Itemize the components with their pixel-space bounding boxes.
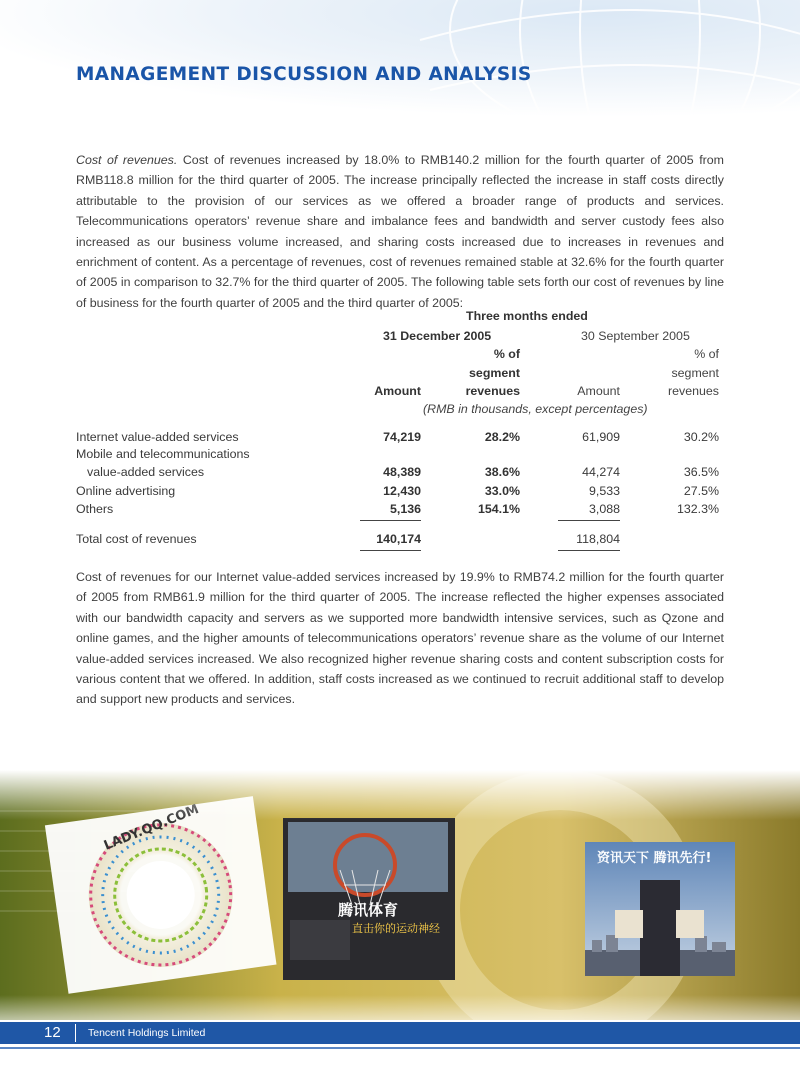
row-label-advertising: Online advertising <box>76 484 176 498</box>
total-rule-q4 <box>360 550 421 551</box>
table-group-header: Three months ended <box>466 309 588 323</box>
cell-amount-q3: 61,909 <box>582 430 620 444</box>
cell-pct-q4: 38.6% <box>484 465 520 479</box>
col-pct-header-q4-line3: revenues <box>465 384 520 398</box>
cell-pct-q4: 28.2% <box>484 430 520 444</box>
period-header-q3: 30 September 2005 <box>581 329 690 343</box>
cell-amount-q3: 44,274 <box>582 465 620 479</box>
internet-vas-paragraph: Cost of revenues for our Internet value-added services increased by 19.9% to RMB74.2 million for the fourth quarter of 2005 from RMB61.9 million for the third quarter of 2005. The increase reflected the higher expenses associated with our bandwidth capacity and servers as we supported more bandwidth intensive services, such as Qzone and online games, and the higher amounts of telecommunications operators’ revenue share as the volume of our Internet value-added services increased. We also recognized higher revenue sharing costs and content subscription costs for various content that we offered. In addition, staff costs increased as we continued to recruit additional staff to develop and support new products and services. <box>76 570 724 707</box>
subtotal-rule-q3 <box>558 520 620 521</box>
col-pct-header-q4-line1: % of <box>493 347 520 361</box>
col-pct-header-q3-line2: segment <box>671 366 719 380</box>
cell-amount-q4: 74,219 <box>383 430 421 444</box>
col-pct-header-q4-line2: segment <box>469 366 520 380</box>
total-rule-q3 <box>558 550 620 551</box>
page-number: 12 <box>44 1024 61 1041</box>
row-label-internet: Internet value-added services <box>76 430 239 444</box>
table-units-note: (RMB in thousands, except percentages) <box>423 402 648 416</box>
cost-of-revenues-paragraph <box>76 150 724 313</box>
cell-pct-q4: 33.0% <box>484 484 520 498</box>
page-title: MANAGEMENT DISCUSSION AND ANALYSIS <box>76 64 532 85</box>
cell-amount-q4: 48,389 <box>383 465 421 479</box>
footer-company-name: Tencent Holdings Limited <box>88 1027 206 1039</box>
cell-pct-q3: 132.3% <box>676 502 719 516</box>
paragraph-lead: Cost of revenues. <box>76 153 178 167</box>
col-amount-header-q3: Amount <box>577 384 620 398</box>
col-amount-header-q4: Amount <box>374 384 421 398</box>
footer-line <box>0 1047 800 1049</box>
col-pct-header-q3-line3: revenues <box>668 384 719 398</box>
cell-pct-q4: 154.1% <box>477 502 520 516</box>
col-pct-header-q3-line1: % of <box>694 347 719 361</box>
footer-separator <box>75 1024 76 1042</box>
cell-total-q4: 140,174 <box>376 532 421 546</box>
paragraph-body: Cost of revenues increased by 18.0% to RMB140.2 million for the fourth quarter of 2005 from RMB118.8 million for the third quarter of 2005. The increase principally reflected the increase in staff costs directly attributable to the provision of our services as we offered a broader range of products and services. Telecommunications operators’ revenue share and imbalance fees and bandwidth and server custody fees also increased as our business volume increased, and sharing costs increased due to increases in revenues and enrichment of content. As a percentage of revenues, cost of revenues remained stable at 32.6% for the fourth quarter of 2005 in comparison to 32.7% for the third quarter of 2005. The following table sets forth our cost of revenues by line of business for the fourth quarter of 2005 and the third quarter of 2005: <box>76 153 724 310</box>
period-header-q4: 31 December 2005 <box>383 329 492 343</box>
row-label-mobile: Mobile and telecommunications <box>76 447 250 461</box>
row-label-mobile-cont: value-added services <box>87 465 205 479</box>
cell-amount-q3: 3,088 <box>588 502 620 516</box>
cell-amount-q4: 12,430 <box>383 484 421 498</box>
subtotal-rule-q4 <box>360 520 421 521</box>
cell-pct-q3: 36.5% <box>683 465 719 479</box>
cell-amount-q3: 9,533 <box>588 484 620 498</box>
cell-pct-q3: 27.5% <box>683 484 719 498</box>
cell-pct-q3: 30.2% <box>683 430 719 444</box>
cell-total-q3: 118,804 <box>576 532 620 546</box>
row-label-total: Total cost of revenues <box>76 532 197 546</box>
cell-amount-q4: 5,136 <box>389 502 421 516</box>
product-collage-banner <box>0 770 800 1020</box>
row-label-others: Others <box>76 502 114 516</box>
